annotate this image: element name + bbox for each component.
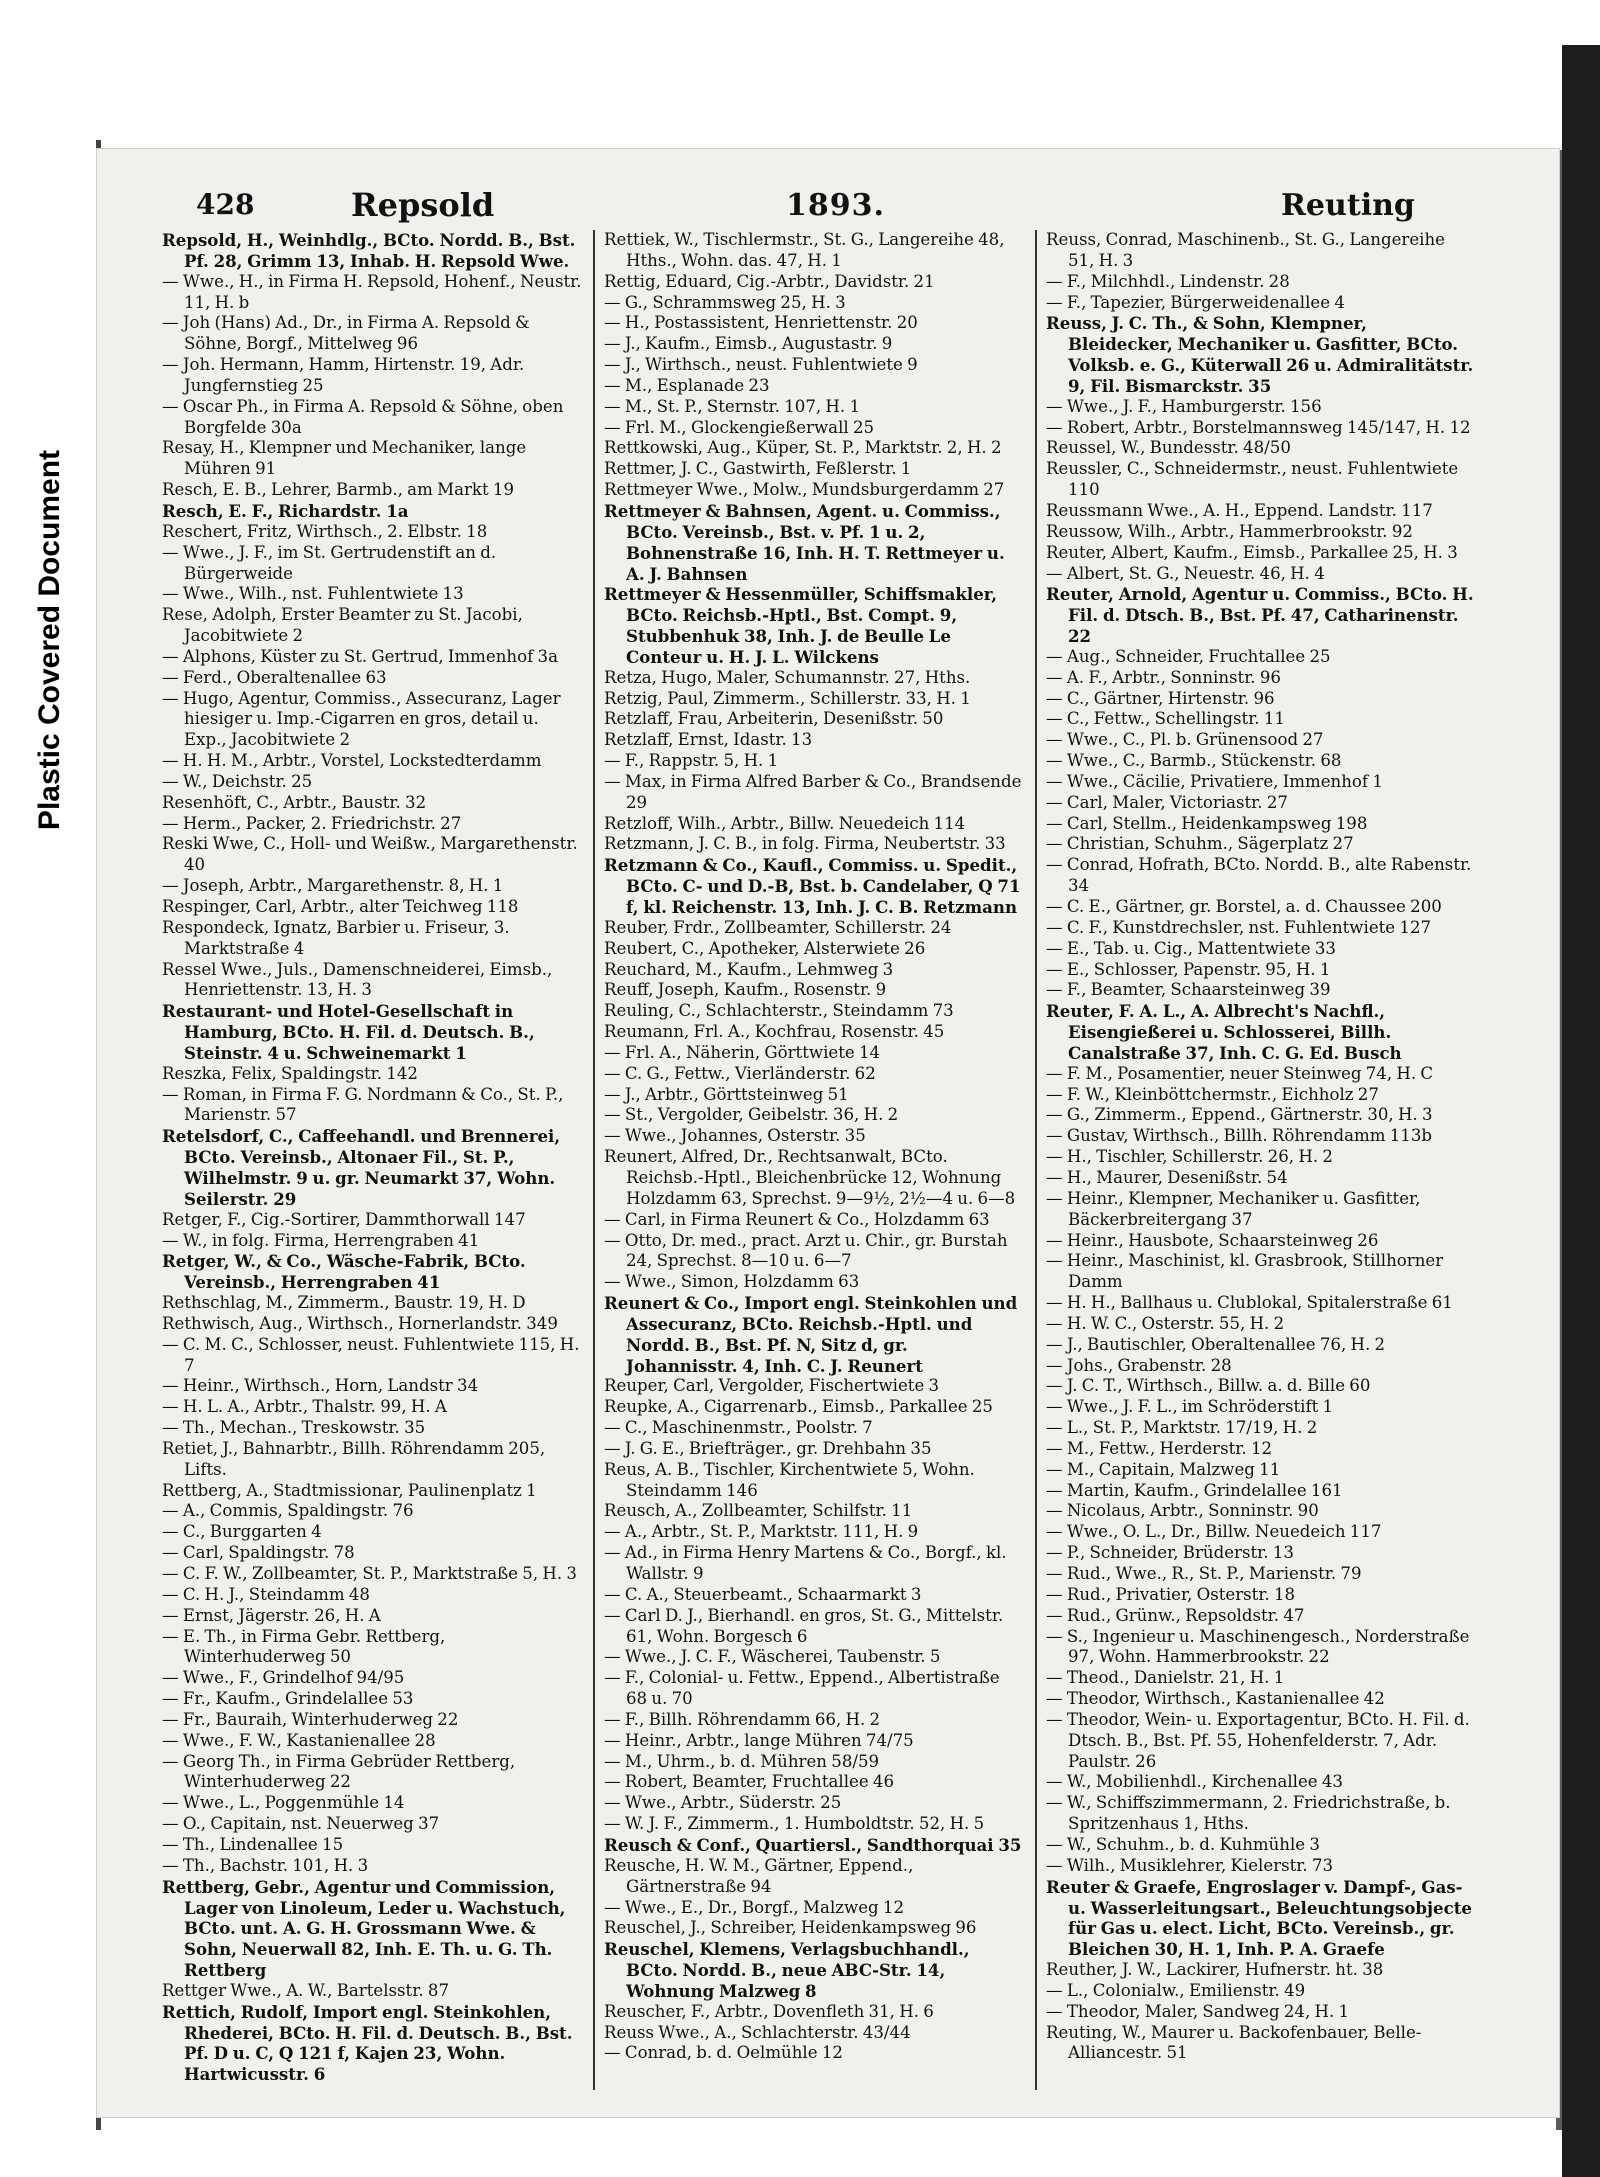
directory-entry: Retger, F., Cig.-Sortirer, Dammthorwall 147 (162, 1209, 526, 1229)
directory-entry: Reuschel, J., Schreiber, Heidenkampsweg 96 (604, 1918, 977, 1938)
directory-entry: — Alphons, Küster zu St. Gertrud, Immenhof 3a (162, 646, 558, 666)
directory-entry: — W., Schiffszimmermann, 2. Friedrichstraße, b. Spritzenhaus 1, Hths. (1046, 1793, 1451, 1834)
directory-entry: — J., Arbtr., Görttsteinweg 51 (604, 1084, 849, 1104)
directory-entry: — C. G., Fettw., Vierländerstr. 62 (604, 1063, 876, 1083)
directory-entry: Rettberg, Gebr., Agentur und Commission, Lager von Linoleum, Leder u. Wachstuch, BCto. unt. A. G. H. Grossmann Wwe. & Sohn, Neuerwall 82, Inh. E. Th. u. G. Th. Rettberg (162, 1876, 566, 1981)
directory-entry: — H., Maurer, Desenißstr. 54 (1046, 1167, 1288, 1187)
directory-entry: — Th., Mechan., Treskowstr. 35 (162, 1418, 426, 1438)
right-catchword: Reuting (1281, 188, 1415, 223)
directory-entry: Rettiek, W., Tischlermstr., St. G., Langereihe 48, Hths., Wohn. das. 47, H. 1 (604, 230, 1005, 270)
directory-entry: Ressel Wwe., Juls., Damenschneiderei, Eimsb., Henriettenstr. 13, H. 3 (162, 959, 553, 1000)
directory-entry: Retelsdorf, C., Caffeehandl. und Brennerei, BCto. Vereinsb., Altonaer Fil., St. P., Wilhelmstr. 9 u. gr. Neumarkt 37, Wohn. Seilerstr. 29 (162, 1126, 561, 1209)
directory-entry: Reuss Wwe., A., Schlachterstr. 43/44 (604, 2022, 911, 2042)
directory-entry: — Wwe., Arbtr., Süderstr. 25 (604, 1793, 842, 1813)
directory-entry: Rethschlag, M., Zimmerm., Baustr. 19, H. D (162, 1293, 526, 1313)
directory-entry: Respondeck, Ignatz, Barbier u. Friseur, 3. Marktstraße 4 (162, 917, 510, 958)
directory-entry: Reuscher, F., Arbtr., Dovenfleth 31, H. 6 (604, 2001, 934, 2021)
directory-entry: — S., Ingenieur u. Maschinengesch., Norderstraße 97, Wohn. Hammerbrookstr. 22 (1046, 1626, 1470, 1667)
directory-entry: Reuling, C., Schlachterstr., Steindamm 73 (604, 1001, 954, 1021)
directory-entry: — J. C. T., Wirthsch., Billw. a. d. Bille 60 (1046, 1376, 1371, 1396)
directory-entry: Reunert & Co., Import engl. Steinkohlen und Assecuranz, BCto. Reichsb.-Hptl. und Nordd. B., Bst. Pf. N, Sitz d, gr. Johannisstr. 4, Inh. C. J. Reunert (604, 1293, 1018, 1376)
directory-entry: — Oscar Ph., in Firma A. Repsold & Söhne, oben Borgfelde 30a (162, 396, 564, 437)
directory-entry: Rettmeyer & Hessenmüller, Schiffsmakler, BCto. Reichsb.-Hptl., Bst. Compt. 9, Stubbenhuk 38, Inh. J. de Beulle Le Conteur u. H. J. L. Wilckens (604, 584, 998, 667)
directory-entry: — F., Rappstr. 5, H. 1 (604, 751, 779, 771)
directory-entry: — Heinr., Klempner, Mechaniker u. Gasfitter, Bäckerbreitergang 37 (1046, 1188, 1421, 1229)
column-1 (162, 230, 582, 2110)
directory-entry: Rettich, Rudolf, Import engl. Steinkohlen, Rhederei, BCto. H. Fil. d. Deutsch. B., Bst. Pf. D u. C, Q 121 f, Kajen 23, Wohn. Hartwicusstr. 6 (162, 2001, 573, 2085)
directory-entry: — G., Zimmerm., Eppend., Gärtnerstr. 30, H. 3 (1046, 1105, 1433, 1125)
directory-entry: — Wwe., J. F. L., im Schröderstift 1 (1046, 1397, 1334, 1417)
directory-entry: — A., Commis, Spaldingstr. 76 (162, 1501, 414, 1521)
directory-entry: — Theodor, Maler, Sandweg 24, H. 1 (1046, 2001, 1350, 2021)
directory-entry: — E. Th., in Firma Gebr. Rettberg, Winterhuderweg 50 (162, 1626, 446, 1667)
directory-entry: — Hugo, Agentur, Commiss., Assecuranz, Lager hiesiger u. Imp.-Cigarren en gros, detail u. Exp., Jacobitwiete 2 (162, 688, 561, 750)
column-3 (1046, 230, 1474, 2110)
directory-entry: — A., Arbtr., St. P., Marktstr. 111, H. 9 (604, 1522, 919, 1542)
directory-entry: — C., Gärtner, Hirtenstr. 96 (1046, 688, 1275, 708)
directory-entry: Reuter, F. A. L., A. Albrecht's Nachfl., Eisengießerei u. Schlosserei, Billh. Canalstraße 37, Inh. C. G. Ed. Busch (1046, 1001, 1402, 1063)
directory-entry: Rettmeyer & Bahnsen, Agent. u. Commiss., BCto. Vereinsb., Bst. v. Pf. 1 u. 2, Bohnenstraße 16, Inh. H. T. Rettmeyer u. A. J. Bahnsen (604, 500, 1005, 584)
directory-entry: — Carl, Stellm., Heidenkampsweg 198 (1046, 813, 1368, 833)
directory-entry: — A. F., Arbtr., Sonninstr. 96 (1046, 667, 1281, 687)
directory-entry: — Wwe., Wilh., nst. Fuhlentwiete 13 (162, 584, 464, 604)
directory-entry: — Wwe., J. F., Hamburgerstr. 156 (1046, 396, 1322, 416)
directory-entry: — Fr., Bauraih, Winterhuderweg 22 (162, 1709, 459, 1729)
directory-entry: — F., Billh. Röhrendamm 66, H. 2 (604, 1709, 881, 1729)
directory-entry: — Wwe., Cäcilie, Privatiere, Immenhof 1 (1046, 771, 1383, 791)
directory-entry: — H. L. A., Arbtr., Thalstr. 99, H. A (162, 1397, 447, 1417)
directory-entry: — Wilh., Musiklehrer, Kielerstr. 73 (1046, 1855, 1334, 1875)
directory-entry: Respinger, Carl, Arbtr., alter Teichweg 118 (162, 897, 519, 916)
directory-entry: Reuting, W., Maurer u. Backofenbauer, Belle-Alliancestr. 51 (1046, 2022, 1422, 2063)
directory-entry: — Carl, Maler, Victoriastr. 27 (1046, 792, 1288, 812)
directory-entry: Rettmer, J. C., Gastwirth, Feßlerstr. 1 (604, 459, 912, 479)
directory-entry: — Ernst, Jägerstr. 26, H. A (162, 1605, 381, 1625)
directory-entry: — W., Schuhm., b. d. Kuhmühle 3 (1046, 1834, 1320, 1854)
directory-entry: Reussel, W., Bundesstr. 48/50 (1046, 438, 1291, 458)
directory-entry: Reuper, Carl, Vergolder, Fischertwiete 3 (604, 1376, 940, 1396)
directory-entry: — C. A., Steuerbeamt., Schaarmarkt 3 (604, 1584, 922, 1604)
directory-entry: Reuber, Frdr., Zollbeamter, Schillerstr. 24 (604, 917, 952, 937)
directory-entry: — C., Burggarten 4 (162, 1522, 322, 1542)
directory-entry: Reuss, Conrad, Maschinenb., St. G., Langereihe 51, H. 3 (1046, 230, 1445, 270)
directory-entry: — Otto, Dr. med., pract. Arzt u. Chir., gr. Burstah 24, Sprechst. 8—10 u. 6—7 (604, 1230, 1008, 1271)
directory-entry: — G., Schrammsweg 25, H. 3 (604, 292, 846, 312)
directory-entry: — Theod., Danielstr. 21, H. 1 (1046, 1668, 1285, 1688)
directory-entry: — Robert, Beamter, Fruchtallee 46 (604, 1772, 895, 1792)
directory-entry: — Aug., Schneider, Fruchtallee 25 (1046, 646, 1331, 666)
directory-entry: — Th., Lindenallee 15 (162, 1834, 344, 1854)
directory-entry: — C., Maschinenmstr., Poolstr. 7 (604, 1418, 873, 1438)
directory-entry: Rettger Wwe., A. W., Bartelsstr. 87 (162, 1980, 450, 2000)
directory-entry: Reschert, Fritz, Wirthsch., 2. Elbstr. 18 (162, 521, 488, 541)
directory-entry: Rettberg, A., Stadtmissionar, Paulinenplatz 1 (162, 1480, 537, 1500)
directory-entry: Rettmeyer Wwe., Molw., Mundsburgerdamm 27 (604, 480, 1005, 500)
directory-entry: — C. F. W., Zollbeamter, St. P., Marktstraße 5, H. 3 (162, 1564, 577, 1583)
directory-entry: Retzlaff, Frau, Arbeiterin, Desenißstr. 50 (604, 709, 944, 729)
directory-entry: — Roman, in Firma F. G. Nordmann & Co., St. P., Marienstr. 57 (162, 1084, 564, 1125)
directory-entry: Resch, E. F., Richardstr. 1a (162, 500, 409, 521)
directory-entry: Reuther, J. W., Lackirer, Hufnerstr. ht. 38 (1046, 1960, 1384, 1980)
directory-entry: — Heinr., Arbtr., lange Mühren 74/75 (604, 1730, 914, 1750)
directory-entry: — W. J. F., Zimmerm., 1. Humboldtstr. 52, H. 5 (604, 1814, 985, 1834)
directory-entry: — C. H. J., Steindamm 48 (162, 1584, 370, 1604)
directory-entry: Resch, E. B., Lehrer, Barmb., am Markt 19 (162, 480, 515, 500)
directory-entry: — Fr., Kaufm., Grindelallee 53 (162, 1689, 414, 1709)
directory-entry: — Georg Th., in Firma Gebrüder Rettberg, Winterhuderweg 22 (162, 1751, 516, 1792)
directory-page (96, 148, 1560, 2118)
directory-entry: Repsold, H., Weinhdlg., BCto. Nordd. B., Bst. Pf. 28, Grimm 13, Inhab. H. Repsold Wwe. (162, 230, 576, 271)
column-rule (593, 230, 595, 2090)
directory-entry: — F., Milchhdl., Lindenstr. 28 (1046, 271, 1290, 291)
directory-entry: Retzloff, Wilh., Arbtr., Billw. Neuedeich 114 (604, 813, 966, 833)
directory-entry: — Joh. Hermann, Hamm, Hirtenstr. 19, Adr. Jungfernstieg 25 (162, 355, 525, 395)
directory-entry: — M., Fettw., Herderstr. 12 (1046, 1438, 1273, 1458)
column-rule (1035, 230, 1037, 2090)
directory-entry: Reumann, Frl. A., Kochfrau, Rosenstr. 45 (604, 1022, 945, 1042)
directory-entry: — Carl, in Firma Reunert & Co., Holzdamm 63 (604, 1209, 990, 1229)
directory-entry: — Wwe., C., Pl. b. Grünensood 27 (1046, 730, 1324, 750)
directory-entry: Reuff, Joseph, Kaufm., Rosenstr. 9 (604, 980, 887, 1000)
directory-entry: Reusch, A., Zollbeamter, Schilfstr. 11 (604, 1501, 913, 1521)
directory-entry: — Wwe., H., in Firma H. Repsold, Hohenf., Neustr. 11, H. b (162, 271, 582, 312)
directory-entry: — H. W. C., Osterstr. 55, H. 2 (1046, 1313, 1285, 1333)
directory-entry: — St., Vergolder, Geibelstr. 36, H. 2 (604, 1105, 899, 1125)
directory-entry: — Theodor, Wirthsch., Kastanienallee 42 (1046, 1689, 1385, 1709)
directory-entry: — Herm., Packer, 2. Friedrichstr. 27 (162, 813, 462, 833)
directory-entry: — F., Beamter, Schaarsteinweg 39 (1046, 980, 1331, 1000)
directory-entry: — C. M. C., Schlosser, neust. Fuhlentwiete 115, H. 7 (162, 1334, 580, 1375)
directory-entry: Reusch & Conf., Quartiersl., Sandthorquai 35 (604, 1834, 1022, 1855)
directory-entry: — Conrad, Hofrath, BCto. Nordd. B., alte Rabenstr. 34 (1046, 855, 1472, 896)
directory-entry: Retzmann & Co., Kaufl., Commiss. u. Spedit., BCto. C- und D.-B, Bst. b. Candelaber, Q 71 f, kl. Reichenstr. 13, Inh. J. C. B. Retzmann (604, 855, 1021, 917)
directory-entry: Reski Wwe, C., Holl- und Weißw., Margarethenstr. 40 (162, 834, 578, 875)
directory-entry: — Gustav, Wirthsch., Billh. Röhrendamm 113b (1046, 1126, 1433, 1146)
directory-entry: — Rud., Wwe., R., St. P., Marienstr. 79 (1046, 1564, 1362, 1583)
directory-entry: — Frl. A., Näherin, Görttwiete 14 (604, 1042, 881, 1062)
directory-entry: — C., Fettw., Schellingstr. 11 (1046, 709, 1285, 729)
directory-entry: Retzig, Paul, Zimmerm., Schillerstr. 33, H. 1 (604, 688, 971, 708)
directory-entry: — Rud., Privatier, Osterstr. 18 (1046, 1584, 1296, 1604)
directory-entry: — Joseph, Arbtr., Margarethenstr. 8, H. 1 (162, 876, 504, 896)
directory-entry: Retzlaff, Ernst, Idastr. 13 (604, 730, 813, 750)
directory-entry: Retza, Hugo, Maler, Schumannstr. 27, Hths. (604, 667, 971, 687)
directory-entry: Retiet, J., Bahnarbtr., Billh. Röhrendamm 205, Lifts. (162, 1438, 546, 1479)
directory-entry: — Martin, Kaufm., Grindelallee 161 (1046, 1480, 1343, 1500)
directory-entry: — Christian, Schuhm., Sägerplatz 27 (1046, 834, 1354, 854)
directory-entry: — Wwe., Johannes, Osterstr. 35 (604, 1126, 866, 1146)
side-label-text: Plastic Covered Document (33, 449, 66, 831)
directory-entry: — Wwe., J. F., im St. Gertrudenstift an d. Bürgerweide (162, 542, 497, 583)
directory-entry: — Heinr., Hausbote, Schaarsteinweg 26 (1046, 1230, 1379, 1250)
directory-entry: — O., Capitain, nst. Neuerweg 37 (162, 1814, 440, 1834)
directory-entry: — H. H., Ballhaus u. Clublokal, Spitalerstraße 61 (1046, 1293, 1453, 1313)
directory-entry: Reszka, Felix, Spaldingstr. 142 (162, 1063, 418, 1083)
directory-entry: — C. F., Kunstdrechsler, nst. Fuhlentwiete 127 (1046, 917, 1432, 937)
directory-entry: — Joh (Hans) Ad., Dr., in Firma A. Repsold & Söhne, Borgf., Mittelweg 96 (162, 313, 530, 354)
directory-entry: Reussow, Wilh., Arbtr., Hammerbrookstr. 92 (1046, 521, 1413, 541)
directory-entry: — Wwe., F. W., Kastanienallee 28 (162, 1730, 436, 1750)
directory-entry: — C. E., Gärtner, gr. Borstel, a. d. Chaussee 200 (1046, 897, 1442, 916)
directory-entry: — J., Bautischler, Oberaltenallee 76, H. 2 (1046, 1334, 1386, 1354)
directory-entry: Resenhöft, C., Arbtr., Baustr. 32 (162, 792, 427, 812)
directory-entry: Reuter, Albert, Kaufm., Eimsb., Parkallee 25, H. 3 (1046, 542, 1458, 562)
directory-entry: — Nicolaus, Arbtr., Sonninstr. 90 (1046, 1501, 1319, 1521)
directory-entry: Restaurant- und Hotel-Gesellschaft in Hamburg, BCto. H. Fil. d. Deutsch. B., Steinstr. 4 u. Schweinemarkt 1 (162, 1001, 535, 1063)
directory-entry: — F., Colonial- u. Fettw., Eppend., Albertistraße 68 u. 70 (604, 1668, 1000, 1709)
directory-entry: Rettig, Eduard, Cig.-Arbtr., Davidstr. 21 (604, 271, 935, 291)
directory-entry: — Heinr., Wirthsch., Horn, Landstr 34 (162, 1376, 479, 1396)
directory-entry: — J. G. E., Briefträger., gr. Drehbahn 35 (604, 1438, 932, 1458)
directory-entry: Reussmann Wwe., A. H., Eppend. Landstr. 117 (1046, 500, 1433, 520)
directory-entry: — Carl D. J., Bierhandl. en gros, St. G., Mittelstr. 61, Wohn. Borgesch 6 (604, 1605, 1004, 1646)
directory-entry: — Ferd., Oberaltenallee 63 (162, 667, 387, 687)
directory-entry: Reussler, C., Schneidermstr., neust. Fuhlentwiete 110 (1046, 459, 1459, 500)
directory-entry: — H., Tischler, Schillerstr. 26, H. 2 (1046, 1147, 1333, 1167)
directory-entry: — Wwe., Simon, Holzdamm 63 (604, 1272, 860, 1292)
directory-entry: Reuter & Graefe, Engroslager v. Dampf-, Gas- u. Wasserleitungsart., Beleuchtungsobjecte für Gas u. elect. Licht, BCto. Vereinsb., gr. Bleichen 30, H. 1, Inh. P. A. Graefe (1046, 1876, 1472, 1960)
directory-entry: — P., Schneider, Brüderstr. 13 (1046, 1543, 1294, 1563)
directory-entry: — Th., Bachstr. 101, H. 3 (162, 1855, 369, 1875)
directory-entry: — Rud., Grünw., Repsoldstr. 47 (1046, 1605, 1305, 1625)
directory-entry: — F. W., Kleinböttchermstr., Eichholz 27 (1046, 1084, 1379, 1104)
directory-entry: Retzmann, J. C. B., in folg. Firma, Neubertstr. 33 (604, 834, 1006, 854)
year-heading: 1893. (786, 188, 885, 223)
directory-entry: Reusche, H. W. M., Gärtner, Eppend., Gärtnerstraße 94 (604, 1855, 914, 1896)
directory-entry: — Carl, Spaldingstr. 78 (162, 1543, 355, 1563)
directory-entry: — J., Wirthsch., neust. Fuhlentwiete 9 (604, 355, 918, 375)
directory-entry: — F., Tapezier, Bürgerweidenallee 4 (1046, 292, 1345, 312)
directory-entry: — W., Deichstr. 25 (162, 771, 313, 791)
directory-entry: — E., Schlosser, Papenstr. 95, H. 1 (1046, 959, 1331, 979)
directory-entry: — Albert, St. G., Neuestr. 46, H. 4 (1046, 563, 1325, 583)
directory-entry: — Robert, Arbtr., Borstelmannsweg 145/147, H. 12 (1046, 417, 1471, 437)
page-header (196, 186, 1415, 228)
directory-entry: — Theodor, Wein- u. Exportagentur, BCto. H. Fil. d. Dtsch. B., Bst. Pf. 55, Hohenfelderstr. 7, Adr. Paulstr. 26 (1046, 1709, 1470, 1771)
directory-entry: — M., Uhrm., b. d. Mühren 58/59 (604, 1751, 880, 1771)
side-label (30, 360, 70, 920)
directory-entry: — H., Postassistent, Henriettenstr. 20 (604, 313, 918, 333)
directory-entry: Reuter, Arnold, Agentur u. Commiss., BCto. H. Fil. d. Dtsch. B., Bst. Pf. 47, Catharinenstr. 22 (1046, 584, 1474, 647)
directory-entry: Reubert, C., Apotheker, Alsterwiete 26 (604, 938, 926, 958)
directory-entry: Rethwisch, Aug., Wirthsch., Hornerlandstr. 349 (162, 1313, 558, 1333)
directory-entry: — Wwe., C., Barmb., Stückenstr. 68 (1046, 751, 1342, 771)
directory-entry: — Wwe., F., Grindelhof 94/95 (162, 1668, 405, 1688)
directory-entry: Reupke, A., Cigarrenarb., Eimsb., Parkallee 25 (604, 1397, 993, 1417)
book-binding (1562, 45, 1600, 2177)
directory-entry: Reuschel, Klemens, Verlagsbuchhandl., BCto. Nordd. B., neue ABC-Str. 14, Wohnung Malzweg 8 (604, 1939, 970, 2001)
directory-entry: Rese, Adolph, Erster Beamter zu St. Jacobi, Jacobitwiete 2 (162, 605, 523, 646)
directory-entry: — Max, in Firma Alfred Barber & Co., Brandsende 29 (604, 771, 1022, 812)
directory-entry: — L., St. P., Marktstr. 17/19, H. 2 (1046, 1418, 1318, 1438)
directory-entry: Reus, A. B., Tischler, Kirchentwiete 5, Wohn. Steindamm 146 (604, 1459, 975, 1500)
directory-entry: — H. H. M., Arbtr., Vorstel, Lockstedterdamm (162, 751, 542, 771)
directory-entry: — Wwe., O. L., Dr., Billw. Neuedeich 117 (1046, 1522, 1382, 1542)
directory-entry: — E., Tab. u. Cig., Mattentwiete 33 (1046, 938, 1336, 958)
directory-entry: — M., Capitain, Malzweg 11 (1046, 1459, 1281, 1479)
directory-entry: Reuss, J. C. Th., & Sohn, Klempner, Bleidecker, Mechaniker u. Gasfitter, BCto. Volksb. e. G., Küterwall 26 u. Admiralitätstr. 9, Fil. Bismarckstr. 35 (1046, 313, 1474, 396)
directory-entry: — J., Kaufm., Eimsb., Augustastr. 9 (604, 334, 893, 354)
directory-entry: — Conrad, b. d. Oelmühle 12 (604, 2043, 843, 2063)
directory-entry: — Johs., Grabenstr. 28 (1046, 1355, 1232, 1375)
column-2 (604, 230, 1024, 2110)
directory-entry: — W., in folg. Firma, Herrengraben 41 (162, 1230, 480, 1250)
directory-entry: Reuchard, M., Kaufm., Lehmweg 3 (604, 959, 894, 979)
directory-entry: — W., Mobilienhdl., Kirchenallee 43 (1046, 1772, 1343, 1792)
directory-entry: Reunert, Alfred, Dr., Rechtsanwalt, BCto. Reichsb.-Hptl., Bleichenbrücke 12, Wohnung Holzdamm 63, Sprechst. 9—9½, 2½—4 u. 6—8 (604, 1147, 1016, 1208)
directory-entry: — Heinr., Maschinist, kl. Grasbrook, Stillhorner Damm (1046, 1251, 1444, 1292)
left-catchword: Repsold (351, 186, 495, 224)
page-number: 428 (196, 188, 255, 221)
directory-entry: — Wwe., J. C. F., Wäscherei, Taubenstr. 5 (604, 1647, 941, 1667)
directory-entry: Resay, H., Klempner und Mechaniker, lange Mühren 91 (162, 438, 527, 479)
directory-entry: — Wwe., L., Poggenmühle 14 (162, 1793, 405, 1813)
directory-entry: — L., Colonialw., Emilienstr. 49 (1046, 1980, 1306, 2000)
directory-entry: — F. M., Posamentier, neuer Steinweg 74, H. C (1046, 1063, 1434, 1083)
directory-entry: — Ad., in Firma Henry Martens & Co., Borgf., kl. Wallstr. 9 (604, 1543, 1007, 1583)
directory-entry: Rettkowski, Aug., Küper, St. P., Marktstr. 2, H. 2 (604, 438, 1002, 458)
directory-entry: Retger, W., & Co., Wäsche-Fabrik, BCto. Vereinsb., Herrengraben 41 (162, 1251, 526, 1293)
directory-entry: — M., St. P., Sternstr. 107, H. 1 (604, 396, 861, 416)
directory-entry: — M., Esplanade 23 (604, 375, 770, 395)
directory-entry: — Frl. M., Glockengießerwall 25 (604, 417, 875, 437)
directory-entry: — Wwe., E., Dr., Borgf., Malzweg 12 (604, 1897, 905, 1917)
